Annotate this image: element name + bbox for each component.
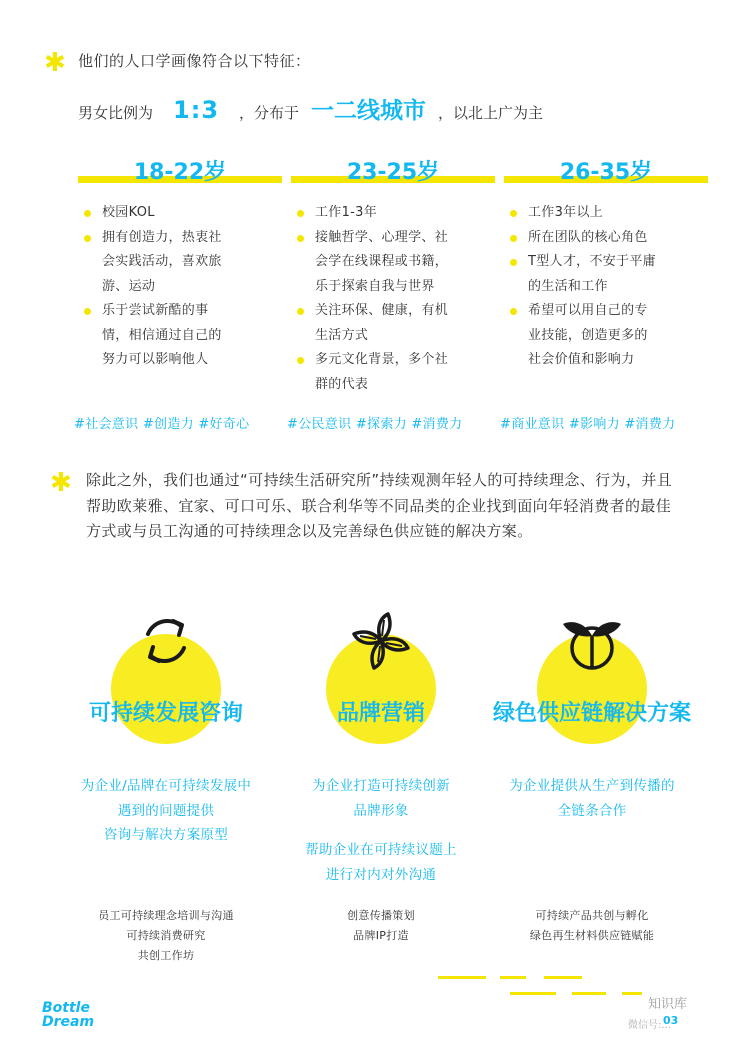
list-item: 希望可以用自己的专 业技能，创造更多的 社会价值和影响力 — [506, 299, 696, 373]
ratio-mid: ，分布于 — [239, 104, 300, 122]
segment-age: 26-35岁 — [559, 160, 653, 185]
ratio-value: 1:3 — [173, 96, 220, 124]
bullet-dot-icon — [84, 308, 91, 315]
service-description: 为企业提供从生产到传播的 全链条合作 — [509, 778, 675, 819]
bullet-dot-icon — [510, 235, 517, 242]
list-item: 校园KOL — [80, 201, 270, 226]
bullet-dot-icon — [297, 308, 304, 315]
segment-list — [506, 201, 696, 373]
segment-list — [80, 201, 270, 373]
bullet-dot-icon — [510, 259, 517, 266]
description-paragraph: 除此之外，我们也通过“可持续生活研究所”持续观测年轻人的可持续理念、行为，并且帮助欧莱雅、宜家、可口可乐、联合利华等不同品类的企业找到面向年轻消费者的最佳方式或与员工沟通的可持续理念以及完善绿色供应链的解决方案。 — [86, 471, 673, 540]
list-item: 工作3年以上 — [506, 201, 696, 226]
bottle-dream-logo: Bottle Dream — [42, 1000, 95, 1030]
list-item: 乐于尝试新酷的事 情，相信通过自己的 努力可以影响他人 — [80, 299, 270, 373]
service-details: 员工可持续理念培训与沟通 可持续消费研究 共创工作坊 — [98, 909, 234, 962]
list-item: 工作1-3年 — [293, 201, 483, 226]
asterisk-icon: ✱ — [50, 468, 72, 498]
sprout-circle-icon — [557, 606, 627, 676]
watermark-sub: 微信号:... — [628, 1020, 671, 1031]
service-details: 可持续产品共创与孵化 绿色再生材料供应链赋能 — [529, 909, 655, 942]
service-title: 品牌营销 — [336, 701, 425, 726]
bullet-dot-icon — [84, 210, 91, 217]
recycle-arrows-icon — [131, 606, 201, 676]
ratio-line — [78, 92, 543, 126]
list-item: 多元文化背景，多个社 群的代表 — [293, 348, 483, 397]
decorative-dash — [510, 992, 556, 995]
decorative-dash — [572, 992, 606, 995]
bullet-dot-icon — [297, 357, 304, 364]
bullet-dot-icon — [510, 210, 517, 217]
asterisk-icon: ✱ — [44, 48, 66, 78]
segment-list — [293, 201, 483, 397]
decorative-dash — [438, 976, 486, 979]
service-title: 绿色供应链解决方案 — [492, 701, 691, 726]
city-tier: 一二线城市 — [311, 98, 427, 124]
segment-column — [287, 155, 483, 432]
segment-age: 23-25岁 — [346, 160, 440, 185]
ratio-prefix: 男女比例为 — [78, 104, 154, 122]
pinwheel-leaves-icon — [346, 606, 416, 676]
list-item: T型人才，不安于平庸 的生活和工作 — [506, 250, 696, 299]
list-item: 关注环保、健康，有机 生活方式 — [293, 299, 483, 348]
decorative-dash — [500, 976, 526, 979]
list-item: 拥有创造力，热衷社 会实践活动，喜欢旅 游、运动 — [80, 226, 270, 300]
intro-heading: 他们的人口学画像符合以下特征： — [78, 52, 311, 70]
service-title: 可持续发展咨询 — [88, 701, 243, 726]
bullet-dot-icon — [84, 235, 91, 242]
list-item: 所在团队的核心角色 — [506, 226, 696, 251]
segment-tags: #商业意识 #影响力 #消费力 — [500, 417, 676, 432]
service-description: 为企业/品牌在可持续发展中 遇到的问题提供 咨询与解决方案原型 — [80, 778, 252, 843]
decorative-dash — [622, 992, 642, 995]
service-details: 创意传播策划 品牌IP打造 — [347, 909, 415, 942]
segment-age: 18-22岁 — [133, 160, 227, 185]
bullet-dot-icon — [297, 210, 304, 217]
segment-tags: #社会意识 #创造力 #好奇心 — [74, 417, 250, 432]
segment-tags: #公民意识 #探索力 #消费力 — [287, 417, 463, 432]
watermark: 知识库 — [648, 997, 688, 1012]
ratio-suffix: ，以北上广为主 — [438, 104, 544, 122]
decorative-dash — [544, 976, 582, 979]
page-number: 03 — [663, 1014, 679, 1027]
service-description: 为企业打造可持续创新 品牌形象 — [312, 778, 450, 819]
service-description-secondary: 帮助企业在可持续议题上 进行对内对外沟通 — [305, 842, 457, 883]
bullet-dot-icon — [297, 235, 304, 242]
list-item: 接触哲学、心理学、社 会学在线课程或书籍， 乐于探索自我与世界 — [293, 226, 483, 300]
segment-column — [74, 155, 270, 432]
bullet-dot-icon — [510, 308, 517, 315]
segment-column — [500, 155, 696, 432]
